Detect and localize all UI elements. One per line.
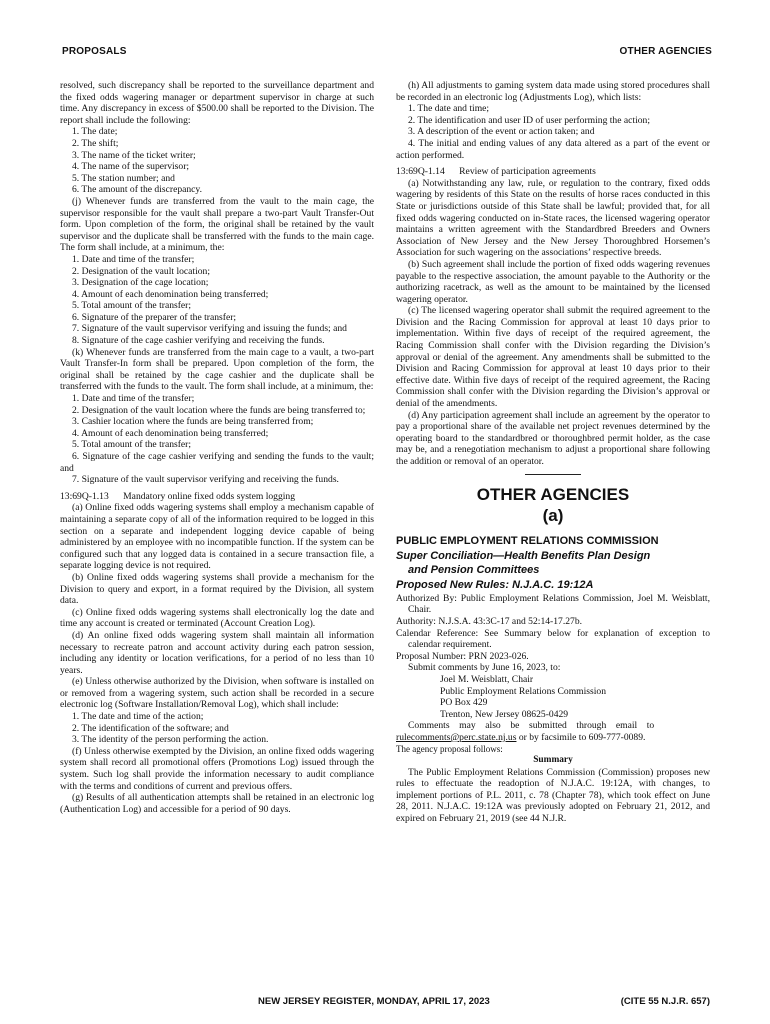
list-item: 1. The date; (72, 126, 118, 138)
paragraph-g: (g) Results of all authentication attempts shall be retained in an electronic log (Authentication Log) and accessible for a period of 90 days. (60, 792, 374, 815)
paragraph-d: (d) Any participation agreement shall include an agreement by the operator to pay a proportional share of the available net project revenues determined by the operating board to the standardbred or thoroughbred permit holder, as the case may be, and a renegotiation mechanism to adjust a proportional share following the addition or removal of an operator. (396, 409, 710, 467)
subject-line: Super Conciliation—Health Benefits Plan Design (396, 549, 651, 562)
list-item: 3. Cashier location where the funds are being transferred from; (72, 416, 314, 428)
list-item: 8. Signature of the cage cashier verifying and receiving the funds. (72, 335, 325, 347)
paragraph-h: (h) All adjustments to gaming system data made using stored procedures shall be recorded in an electronic log (Adjustments Log), which lists: (396, 80, 710, 103)
footer-register: NEW JERSEY REGISTER, MONDAY, APRIL 17, 2023 (258, 996, 490, 1007)
list-item: 6. Signature of the cage cashier verifying and sending the funds to the vault; and (60, 451, 374, 474)
list-item: 3. The identity of the person performing the action. (72, 734, 269, 746)
paragraph-b: (b) Online fixed odds wagering systems shall provide a mechanism for the Division to query and export, in a format required by the Division, all system data. (60, 571, 374, 607)
agency-name: PUBLIC EMPLOYMENT RELATIONS COMMISSION (396, 534, 659, 547)
submit-comments: Submit comments by June 16, 2023, to: (408, 662, 561, 674)
paragraph-k: (k) Whenever funds are transferred from the main cage to a vault, a two-part Vault Transfer-In form shall be prepared. Upon completion of the form, the original shall be retained by the cage cashier and the duplicate shall be transferred with the funds to the vault. The form shall include, at a minimum, the: (60, 346, 374, 393)
list-item: 4. The initial and ending values of any data altered as a part of the event or action performed. (396, 137, 710, 161)
proposal-number: Proposal Number: PRN 2023-026. (396, 650, 529, 662)
list-item: 1. The date and time of the action; (72, 711, 204, 723)
list-item: 3. A description of the event or action taken; and (408, 126, 595, 138)
section-heading-14: 13:69Q-1.14 Review of participation agreements (396, 166, 596, 178)
section-heading-13: 13:69Q-1.13 Mandatory online fixed odds system logging (60, 490, 296, 502)
running-header-right: OTHER AGENCIES (619, 46, 712, 57)
section-divider (525, 474, 581, 475)
list-item: 1. The date and time; (408, 103, 490, 115)
address-line: Trenton, New Jersey 08625-0429 (440, 708, 569, 720)
calendar-reference: Calendar Reference: See Summary below for explanation of exception to calendar requirement. (396, 627, 710, 651)
authority: Authority: N.J.S.A. 43:3C-17 and 52:14-17.27b. (396, 615, 583, 627)
list-item: 5. Total amount of the transfer; (72, 439, 192, 451)
proposed-rules-heading: Proposed New Rules: N.J.A.C. 19:12A (396, 578, 594, 591)
list-item: 6. Signature of the preparer of the transfer; (72, 311, 237, 323)
list-item: 7. Signature of the vault supervisor verifying and issuing the funds; and (72, 323, 347, 335)
email-link[interactable]: rulecomments@perc.state.nj.us (396, 731, 517, 743)
right-column (396, 80, 710, 825)
paragraph-d: (d) An online fixed odds wagering system shall maintain all information necessary to recreate patron and account activity during each patron session, including any identity or location verifications, for a period of no less than 10 years. (60, 629, 374, 676)
summary-text: The Public Employment Relations Commission (Commission) proposes new rules to effectuate the readoption of N.J.A.C. 19:12A, with changes, to implement portions of P.L. 2011, c. 78 (Chapter 78), which took effect on June 28, 2011. N.J.A.C. 19:12A was previously adopted on February 21, 2012, and expired on February 21, 2019 (see 44 N.J.R. (396, 766, 710, 825)
address-line: Joel M. Weisblatt, Chair (440, 673, 534, 685)
section-title: OTHER AGENCIES (476, 484, 630, 504)
footer-cite: (CITE 55 N.J.R. 657) (620, 996, 710, 1007)
paragraph-c: (c) Online fixed odds wagering systems shall electronically log the date and time any account is created or terminated (Account Creation Log). (60, 606, 374, 630)
list-item: 2. The identification and user ID of user performing the action; (408, 114, 650, 126)
list-item: 2. The identification of the software; and (72, 722, 229, 734)
list-item: 3. Designation of the cage location; (72, 277, 209, 289)
list-item: 2. Designation of the vault location; (72, 265, 211, 277)
paragraph-b: (b) Such agreement shall include the portion of fixed odds wagering revenues payable to the respective association, the amount payable to the Authority or the authorizing racetrack, as well as the amount to be maintained by the licensed wagering operator. (396, 258, 710, 305)
list-item: 4. Amount of each denomination being transferred; (72, 288, 269, 300)
paragraph-intro: resolved, such discrepancy shall be reported to the surveillance department and the fixed odds wagering manager or department supervisor in charge at such time. Any discrepancy in excess of $500.00 shall be reported to the Division. The report shall include the following: (60, 80, 374, 126)
list-item: 6. The amount of the discrepancy. (72, 184, 203, 196)
list-item: 4. The name of the supervisor; (72, 161, 190, 173)
list-item: 5. The station number; and (72, 172, 175, 184)
comments-contact (396, 732, 710, 744)
agency-follows: The agency proposal follows: (396, 743, 503, 754)
list-item: 7. Signature of the vault supervisor verifying and receiving the funds. (72, 474, 339, 486)
summary-heading: Summary (533, 755, 573, 766)
list-item: 5. Total amount of the transfer; (72, 300, 192, 312)
running-header-left: PROPOSALS (62, 46, 127, 57)
section-letter: (a) (542, 506, 564, 526)
list-item: 3. The name of the ticket writer; (72, 149, 196, 161)
fax-text: or by facsimile to 609-777-0089. (516, 731, 646, 743)
list-item: 2. The shift; (72, 137, 119, 149)
paragraph-f: (f) Unless otherwise exempted by the Division, an online fixed odds wagering system shall record all promotional offers (Promotions Log) issued through the system. Such log shall provide the information necessary to audit compliance with the terms and conditions of current and previous offers. (60, 745, 374, 792)
paragraph-e: (e) Unless otherwise authorized by the Division, when software is installed on or removed from a wagering system, such action shall be recorded in a secure electronic log (Software Installation/Removal Log), which shall include: (60, 676, 374, 711)
paragraph-a: (a) Notwithstanding any law, rule, or regulation to the contrary, fixed odds wagering by residents of this State on the results of horse races conducted in this State or jurisdictions outside of this State shall be lawful; provided that, for all fixed odds wagering conducted on in-State races, the licensed wagering operator maintains a written agreement with the Standardbred Breeders and Owners Association of New Jersey and the New Jersey Thoroughbred Horsemen’s Association for such wagering on the associations’ respective breeds. (396, 177, 710, 259)
comments-line: Comments may also be submitted through email to (408, 720, 655, 732)
list-item: 1. Date and time of the transfer; (72, 393, 195, 405)
address-line: Public Employment Relations Commission (440, 685, 607, 697)
authorized-by: Authorized By: Public Employment Relations Commission, Joel M. Weisblatt, Chair. (396, 592, 710, 616)
paragraph-j: (j) Whenever funds are transferred from the vault to the main cage, the supervisor responsible for the vault shall prepare a two-part Vault Transfer-Out form. Upon completion of the form, the original shall be retained by the vault supervisor and the duplicate shall be transferred with the funds to the main cage. The form shall include, at a minimum, the: (60, 195, 374, 254)
paragraph-a: (a) Online fixed odds wagering systems shall employ a mechanism capable of maintaining a separate copy of all of the information required to be logged in this section on a separate and independent logging device capable of being administered by an employee with no incompatible function. If the system can be configured such that any logged data is contained in a secure transaction file, a separate logging device is not required. (60, 502, 374, 572)
paragraph-c: (c) The licensed wagering operator shall submit the required agreement to the Division and the Racing Commission for approval at least 10 days prior to implementation. Within five days of receipt of the required agreement, the Racing Commission shall confer with the Division regarding the Division’s approval or denial of the agreement. Any amendments shall be submitted to the Division and Racing Commission for approval at least 10 days prior to their effective date. Within five days of receipt of the required agreement, the Racing Commission shall confer with the Division regarding the Division’s approval or denial of the amendments. (396, 305, 710, 410)
left-column (60, 80, 374, 815)
list-item: 2. Designation of the vault location where the funds are being transferred to; (72, 404, 366, 416)
list-item: 1. Date and time of the transfer; (72, 253, 195, 265)
subject-line: and Pension Committees (408, 563, 540, 576)
list-item: 4. Amount of each denomination being transferred; (72, 427, 269, 439)
address-line: PO Box 429 (440, 697, 488, 709)
